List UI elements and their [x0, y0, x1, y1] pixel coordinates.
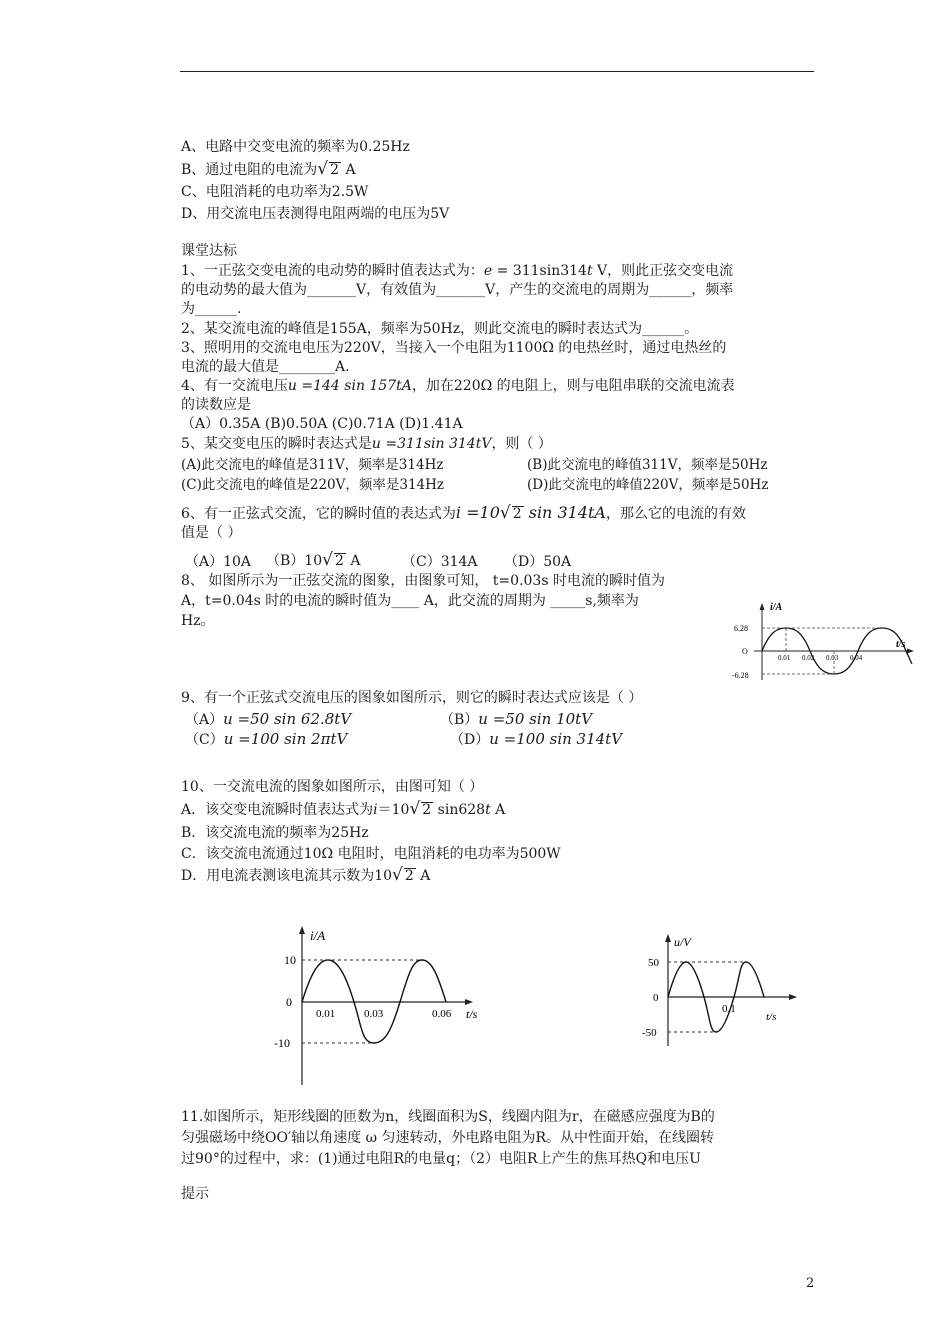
q9-voltage-graph — [640, 928, 815, 1048]
radical-sign: √ — [409, 799, 421, 819]
q9-graph-tick: 0.1 — [722, 1003, 736, 1015]
option-a: A、电路中交变电流的频率为0.25Hz — [181, 139, 410, 155]
q9-option-c-formula: u =100 sin 2πtV — [223, 730, 348, 748]
q2: 2、某交流电流的峰值是155A，频率为50Hz，则此交流电的瞬时表达式为______。 — [181, 321, 699, 337]
q6-option-b-unit: A — [345, 553, 361, 569]
q5-option-d: (D)此交流电的峰值220V，频率是50Hz — [527, 477, 769, 493]
q6-formula-a: i =10 — [455, 503, 500, 522]
q9-option-c — [185, 731, 347, 749]
q10-option-a-unit: A — [490, 802, 506, 818]
q8-graph-origin: O — [742, 647, 748, 656]
q5-option-b: (B)此交流电的峰值311V，频率是50Hz — [527, 457, 768, 473]
q9-option-c-label: （C） — [185, 732, 224, 748]
q6-formula-b: sin 314tA — [523, 503, 606, 522]
q1-var-e: e — [483, 263, 493, 279]
q10-option-b: B．该交流电流的频率为25Hz — [181, 825, 369, 841]
radicand: 2 — [330, 162, 340, 178]
q11-line1: 11.如图所示，矩形线圈的匝数为n，线圈面积为S，线圈内阻为r，在磁感应强度为B的 — [181, 1109, 715, 1125]
q10-line1: 10、一交流电流的图象如图所示，由图可知（ ） — [181, 779, 484, 795]
q6-line1 — [181, 504, 746, 523]
q3-line1: 3、照明用的交流电电压为220V，当接入一个电阻为1100Ω 的电热丝时，通过电热丝的 — [181, 340, 727, 356]
q9-option-d-label: （D） — [450, 732, 490, 748]
q5-line1 — [181, 436, 552, 453]
q9-option-d-formula: u =100 sin 314tV — [489, 730, 623, 748]
q1-text: 1、一正弦交变电流的电动势的瞬时值表达式为： — [181, 263, 484, 279]
option-b-unit: A — [345, 162, 356, 178]
q10-option-a — [181, 801, 505, 819]
option-b — [181, 161, 356, 179]
q8-graph-ytop: 6.28 — [734, 624, 748, 633]
q1-formula: = 311sin314 — [492, 263, 587, 279]
q10-var-t: t — [485, 802, 491, 818]
q8-graph-tick: 0.01 — [778, 654, 791, 662]
q1-line3: 为______. — [181, 301, 242, 317]
option-c: C、电阻消耗的电功率为2.5W — [181, 184, 369, 200]
q8-graph-xlabel: t/s — [896, 639, 906, 650]
q10-current-graph — [270, 920, 500, 1090]
q9-graph-ytop: 50 — [648, 957, 659, 969]
q6-text: 6、有一正弦式交流，它的瞬时值的表达式为 — [181, 506, 456, 522]
q9-option-b — [440, 711, 592, 729]
q9-graph-ybottom: -50 — [642, 1027, 657, 1039]
q10-var-i: i — [373, 802, 378, 818]
page-number: 2 — [806, 1276, 815, 1291]
radicand: 2 — [512, 506, 522, 522]
q4-options: （A）0.35A (B)0.50A (C)0.71A (D)1.41A — [181, 416, 463, 432]
q1-line1 — [181, 263, 733, 280]
q6-option-d: （D）50A — [504, 554, 572, 570]
q10-graph-tick: 0.01 — [316, 1008, 336, 1020]
radicand: 2 — [334, 553, 344, 569]
q10-graph-ybottom: -10 — [274, 1036, 290, 1050]
radicand: 2 — [404, 868, 414, 884]
q4-line2: 的读数应是 — [181, 397, 251, 413]
q10-graph-tick: 0.06 — [432, 1008, 452, 1020]
q9-line1: 9、有一个正弦式交流电压的图象如图所示，则它的瞬时表达式应该是（ ） — [181, 690, 643, 706]
radical-sign: √ — [322, 550, 333, 570]
q8-graph-tick: 0.04 — [850, 654, 863, 662]
q5-option-c: (C)此交流电的峰值是220V，频率是314Hz — [181, 477, 445, 493]
radical-sign: √ — [392, 865, 403, 885]
q5-formula: u =311sin 314tV — [371, 436, 492, 452]
q4-line1 — [181, 378, 735, 395]
q9-option-a-formula: u =50 sin 62.8tV — [223, 710, 352, 728]
q11-line2: 匀强磁场中绕OO′轴以角速度 ω 匀速转动，外电路电阻为R。从中性面开始，在线圈转 — [181, 1130, 714, 1146]
q3-line2: 电流的最大值是________A. — [181, 359, 350, 375]
option-b-text: B、通过电阻的电流为 — [181, 162, 318, 178]
q4-text: 4、有一交流电压 — [181, 378, 288, 394]
q6-option-a: （A）10A — [185, 554, 252, 570]
q8-line3: Hz。 — [181, 613, 215, 629]
q8-line1: 8、 如图所示为一正弦交流的图象，由图象可知， t=0.03s 时电流的瞬时值为 — [181, 573, 665, 589]
q1-text-end: V，则此正弦交变电流 — [592, 263, 734, 279]
q10-graph-ylabel: i/A — [310, 928, 326, 943]
q5-option-a: (A)此交流电的峰值是311V，频率是314Hz — [181, 457, 444, 473]
radical-sign: √ — [317, 159, 329, 179]
q5-text-end: ，则（ ） — [491, 436, 552, 452]
q10-option-a-text: A．该交变电流瞬时值表达式为 — [181, 802, 374, 818]
header-rule — [180, 71, 814, 72]
q10-graph-tick: 0.03 — [364, 1008, 384, 1020]
q4-formula: u =144 sin 157tA — [287, 378, 412, 394]
q6-option-b-text: （B）10 — [266, 553, 323, 569]
q6-option-c: （C）314A — [402, 554, 478, 570]
q8-graph-ylabel: i/A — [770, 602, 783, 613]
q9-graph-xlabel: t/s — [766, 1011, 777, 1023]
hint-label: 提示 — [181, 1186, 209, 1202]
q9-option-a — [185, 711, 351, 729]
q9-option-a-label: （A） — [185, 712, 224, 728]
q9-graph-yzero: 0 — [653, 992, 659, 1004]
q9-graph-ylabel: u/V — [674, 935, 691, 949]
q10-option-d — [181, 867, 430, 885]
q8-graph-tick: 0.03 — [826, 654, 839, 662]
option-d: D、用交流电压表测得电阻两端的电压为5V — [181, 206, 450, 222]
q9-option-b-formula: u =50 sin 10tV — [478, 710, 593, 728]
q10-graph-xlabel: t/s — [466, 1007, 478, 1021]
section-title: 课堂达标 — [181, 243, 237, 259]
q10-formula: ＝10 — [377, 802, 410, 818]
q10-option-d-text: D．用电流表测该电流其示数为10 — [181, 868, 393, 884]
q10-graph-ytop: 10 — [284, 953, 296, 967]
q1-var-t: t — [586, 263, 593, 279]
q8-current-graph — [730, 600, 920, 682]
q9-option-b-label: （B） — [440, 712, 479, 728]
radicand: 2 — [422, 802, 432, 818]
q10-graph-yzero: 0 — [286, 995, 292, 1009]
q4-text-end: ，加在220Ω 的电阻上，则与电阻串联的交流电流表 — [411, 378, 735, 394]
q11-line3: 过90°的过程中，求：(1)通过电阻R的电量q；（2）电阻R上产生的焦耳热Q和电压U — [181, 1151, 701, 1167]
q8-graph-tick: 0.02 — [802, 654, 815, 662]
q10-formula-sin: sin628 — [437, 802, 486, 818]
q6-option-b — [266, 552, 360, 570]
q10-option-d-unit: A — [415, 868, 431, 884]
q10-option-c: C．该交流电流通过10Ω 电阻时，电阻消耗的电功率为500W — [181, 846, 561, 862]
radical-sign: √ — [499, 503, 511, 523]
q8-graph-ybottom: -6.28 — [732, 671, 749, 680]
q6-line2: 值是（ ） — [181, 525, 242, 541]
q9-option-d — [450, 731, 622, 749]
q6-text-end: ，那么它的电流的有效 — [605, 506, 746, 522]
q1-line2: 的电动势的最大值为_______V，有效值为_______V，产生的交流电的周期为______，频率 — [181, 282, 734, 298]
q8-line2: A，t=0.04s 时的电流的瞬时值为____ A，此交流的周期为 _____s,频率为 — [181, 593, 639, 609]
q5-text: 5、某交变电压的瞬时表达式是 — [181, 436, 372, 452]
